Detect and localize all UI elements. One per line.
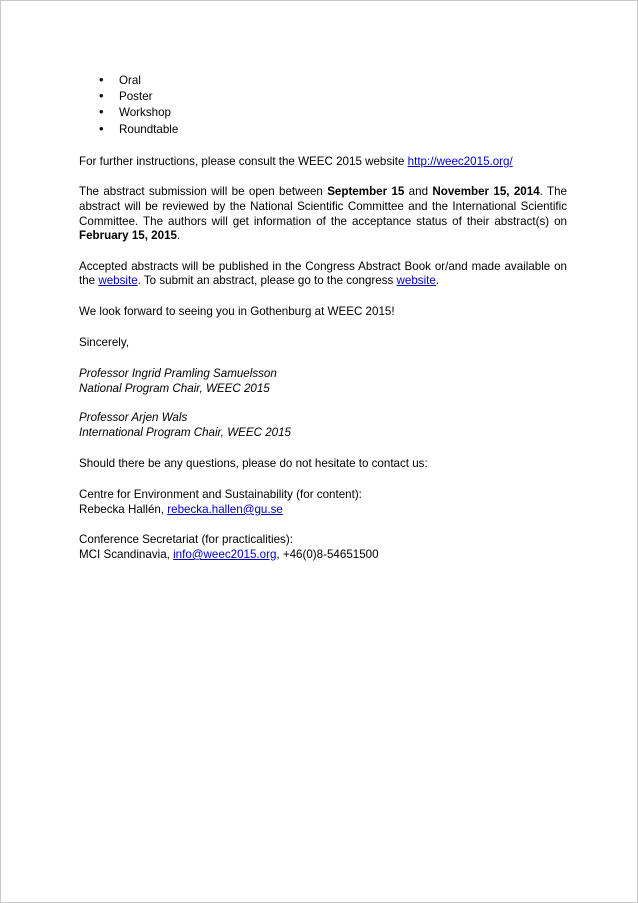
document-body [79,73,567,563]
look-forward-text: We look forward to seeing you in Gothenburg at WEEC 2015! [79,304,395,318]
signature-block-1 [79,367,567,396]
paragraph-accepted [79,260,567,289]
submission-close-date: November 15, 2014 [432,185,540,199]
contact-email-link[interactable]: info@weec2015.org [173,547,277,561]
paragraph-submission [79,185,567,243]
instructions-text: For further instructions, please consult the WEEC 2015 website [79,154,408,168]
signature-name: Professor Arjen Wals [79,411,188,425]
paragraph-sincerely [79,336,567,351]
signature-title: National Program Chair, WEEC 2015 [79,381,270,395]
weec-website-link[interactable]: http://weec2015.org/ [407,154,513,168]
contact-person-name: Rebecka Hallén, [79,502,168,516]
submission-text-3: . The abstract will be reviewed by the National Scientific Committee and the International Scientific Committee. The authors will get information of the acceptance status of their abstract(s) on [79,185,567,228]
list-item [79,73,567,89]
paragraph-questions [79,457,567,472]
contact-org: Conference Secretariat (for practicalities): [79,533,293,547]
sincerely-text: Sincerely, [79,335,130,349]
contact-person-line [79,548,567,563]
accepted-text-3: . [435,274,440,288]
contact-suffix: , +46(0)8-54651500 [276,547,379,561]
questions-text: Should there be any questions, please do not hesitate to contact us: [79,456,428,470]
abstract-book-website-link[interactable]: website [98,274,138,288]
list-item-label: Roundtable [119,122,179,136]
list-item-label: Oral [119,74,141,87]
signature-name: Professor Ingrid Pramling Samuelsson [79,367,277,381]
list-item [79,105,567,121]
signature-block-2 [79,411,567,440]
congress-website-link[interactable]: website [396,274,436,288]
submission-text-1: The abstract submission will be open between [79,185,328,199]
contact-org: Centre for Environment and Sustainability (for content): [79,488,362,502]
contact-email-link[interactable]: rebecka.hallen@gu.se [167,502,283,516]
list-item [79,122,567,138]
submission-text-4: . [176,229,181,243]
submission-open-date: September 15 [327,185,405,199]
accepted-text-1: Accepted abstracts will be published in the Congress Abstract Book or/and made available on the [79,259,567,288]
presentation-type-list [79,73,567,138]
notification-date: February 15, 2015 [79,229,177,243]
contact-block-secretariat [79,533,567,562]
paragraph-look-forward [79,305,567,320]
contact-person-name: MCI Scandinavia, [79,547,174,561]
accepted-text-2: . To submit an abstract, please go to the congress [137,274,397,288]
list-item-label: Workshop [119,106,171,120]
list-item-label: Poster [119,90,153,104]
paragraph-instructions [79,155,567,170]
list-item [79,89,567,105]
contact-block-content [79,488,567,517]
contact-person-line [79,503,567,518]
signature-title: International Program Chair, WEEC 2015 [79,425,292,439]
submission-text-2: and [404,185,433,199]
